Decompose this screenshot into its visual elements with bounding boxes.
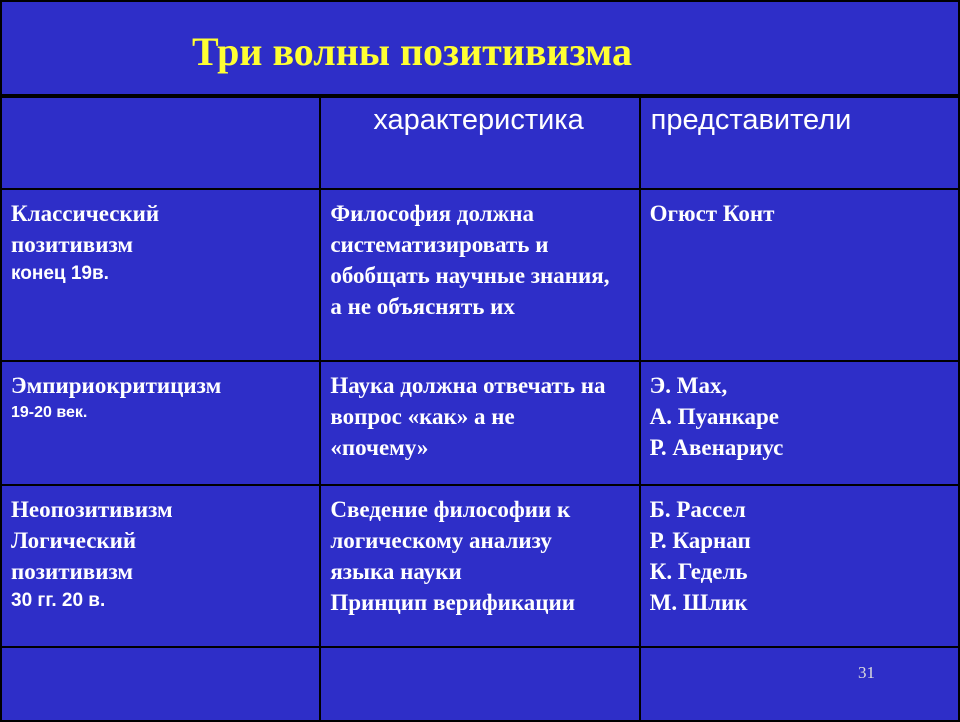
representative: А. Пуанкаре [649,404,780,429]
table-row [1,485,959,647]
characteristic-line: Наука должна отвечать на [330,373,606,398]
representative: Р. Карнап [649,528,751,553]
wave-name-line: Классический [11,201,160,226]
empty-cell [1,647,320,721]
characteristic-line: вопрос «как» а не [330,404,515,429]
characteristic-line: Философия должна [330,201,534,226]
header-representatives: представители [640,97,959,189]
wave-name-line: позитивизм [11,559,134,584]
characteristic-cell [320,485,639,647]
characteristic-line: а не объяснять их [330,294,515,319]
page-number: 31 [858,663,875,682]
header-row [1,97,959,189]
table-row [1,361,959,485]
empty-cell [640,647,959,721]
representative: Огюст Конт [649,201,775,226]
wave-name-cell [1,485,320,647]
wave-name-line: Эмпириокритицизм [11,373,222,398]
table-row-empty [1,647,959,721]
characteristic-line: языка науки [330,559,462,584]
representatives-cell [640,485,959,647]
header-characteristic: характеристика [320,97,639,189]
characteristic-cell [320,189,639,361]
characteristic-line: систематизировать и [330,232,549,257]
representatives-cell [640,361,959,485]
positivism-table [0,96,960,722]
representatives-cell [640,189,959,361]
characteristic-cell [320,361,639,485]
wave-name-cell [1,189,320,361]
wave-period: 30 гг. 20 в. [11,590,106,611]
slide-title: Три волны позитивизма [192,29,632,74]
representative: М. Шлик [649,590,748,615]
representative: Б. Рассел [649,497,746,522]
wave-name-line: позитивизм [11,232,134,257]
wave-name-line: Логический [11,528,137,553]
table-row [1,189,959,361]
wave-period: конец 19в. [11,263,109,284]
characteristic-line: Принцип верификации [330,590,576,615]
empty-cell [320,647,639,721]
characteristic-line: «почему» [330,435,429,460]
representative: Р. Авенариус [649,435,784,460]
title-bar [0,0,960,96]
wave-name-line: Неопозитивизм [11,497,173,522]
characteristic-line: логическому анализу [330,528,552,553]
wave-period: 19-20 век. [11,404,88,421]
characteristic-line: обобщать научные знания, [330,263,610,288]
representative: К. Гедель [649,559,748,584]
characteristic-line: Сведение философии к [330,497,571,522]
wave-name-cell [1,361,320,485]
representative: Э. Мах, [649,373,728,398]
header-cell-empty [1,97,320,189]
